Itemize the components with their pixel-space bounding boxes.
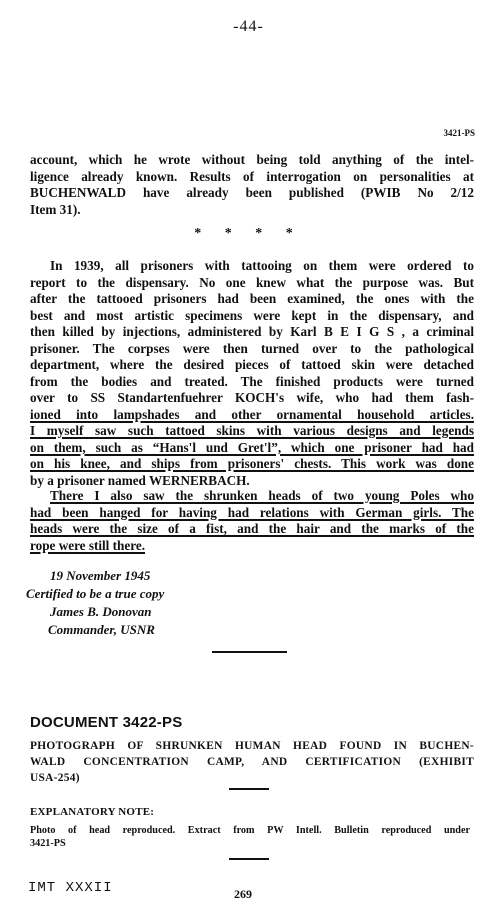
underlined-text-line: heads were the size of a fist, and the hair and the marks of the <box>30 521 474 536</box>
text-line: BUCHENWALD have already been published (PWIB No 2/12 <box>30 185 474 200</box>
text-line: then killed by injections, administered by Karl B E I G S , a criminal <box>30 324 474 339</box>
document-caption <box>30 738 474 786</box>
caption-line: PHOTOGRAPH OF SHRUNKEN HUMAN HEAD FOUND IN BUCHEN- <box>30 740 474 752</box>
text-line: by a prisoner named WERNERBACH. <box>30 472 250 488</box>
signature-block <box>26 567 165 639</box>
document-code: 3421-PS <box>443 128 475 138</box>
underlined-text-line: on them, such as “Hans'l und Gret'l”, which one prisoner had had <box>30 439 474 455</box>
underlined-text-line: rope were still there. <box>30 537 145 553</box>
explanatory-note-text <box>30 824 470 850</box>
divider <box>212 651 287 653</box>
text-line: after the tattooed prisoners had been examined, the ones with the <box>30 291 474 306</box>
text-line: over to SS Standartenfuehrer KOCH's wife, who had them fash- <box>30 390 474 405</box>
note-line: 3421-PS <box>30 838 66 849</box>
text-line: best and most artistic specimens were kept in the dispensary, and <box>30 307 474 323</box>
text-line: In 1939, all prisoners with tattooing on them were ordered to <box>50 258 474 273</box>
caption-line: USA-254) <box>30 772 80 784</box>
text-line: prisoner. The corpses were then turned over to the pathological <box>30 340 474 356</box>
underlined-text-line: had been hanged for having had relations with German girls. The <box>30 504 474 520</box>
page-number: -44- <box>233 18 264 35</box>
underlined-text-line: ioned into lampshades and other ornamental household articles. <box>30 406 474 422</box>
signer-name: James B. Donovan <box>50 604 152 619</box>
underlined-text-line: on his knee, and ships from prisoners' chests. This work was done <box>30 456 474 471</box>
section-separator: * * * * <box>194 226 303 241</box>
text-line: from the bodies and treated. The finished products were turned <box>30 373 474 389</box>
text-line: account, which he wrote without being told anything of the intel- <box>30 152 474 167</box>
paragraph-1 <box>30 152 474 218</box>
certification-line: Certified to be a true copy <box>26 586 165 601</box>
divider <box>229 858 269 860</box>
volume-label: IMT XXXII <box>28 880 113 896</box>
text-line: ligence already known. Results of interrogation on personalities at <box>30 168 474 184</box>
paragraph-3 <box>30 488 474 554</box>
underlined-text-line: I myself saw such tattoed skins with various designs and legends <box>30 423 474 438</box>
note-line: Photo of head reproduced. Extract from PW Intell. Bulletin reproduced under <box>30 825 470 836</box>
document-heading: DOCUMENT 3422-PS <box>30 714 183 731</box>
text-line: Item 31). <box>30 201 81 217</box>
footer-page-number: 269 <box>234 887 252 901</box>
text-line: report to the dispensary. No one knew what the purpose was. But <box>30 274 474 290</box>
caption-line: WALD CONCENTRATION CAMP, AND CERTIFICATION (EXHIBIT <box>30 756 474 768</box>
divider <box>229 788 269 790</box>
paragraph-2 <box>30 258 474 489</box>
underlined-text-line: There I also saw the shrunken heads of two young Poles who <box>50 488 474 503</box>
explanatory-note-label: EXPLANATORY NOTE: <box>30 806 155 818</box>
text-line: department, where the desired pieces of tattoed skin were detached <box>30 357 474 372</box>
signer-title: Commander, USNR <box>48 622 155 637</box>
signature-date: 19 November 1945 <box>50 568 151 583</box>
